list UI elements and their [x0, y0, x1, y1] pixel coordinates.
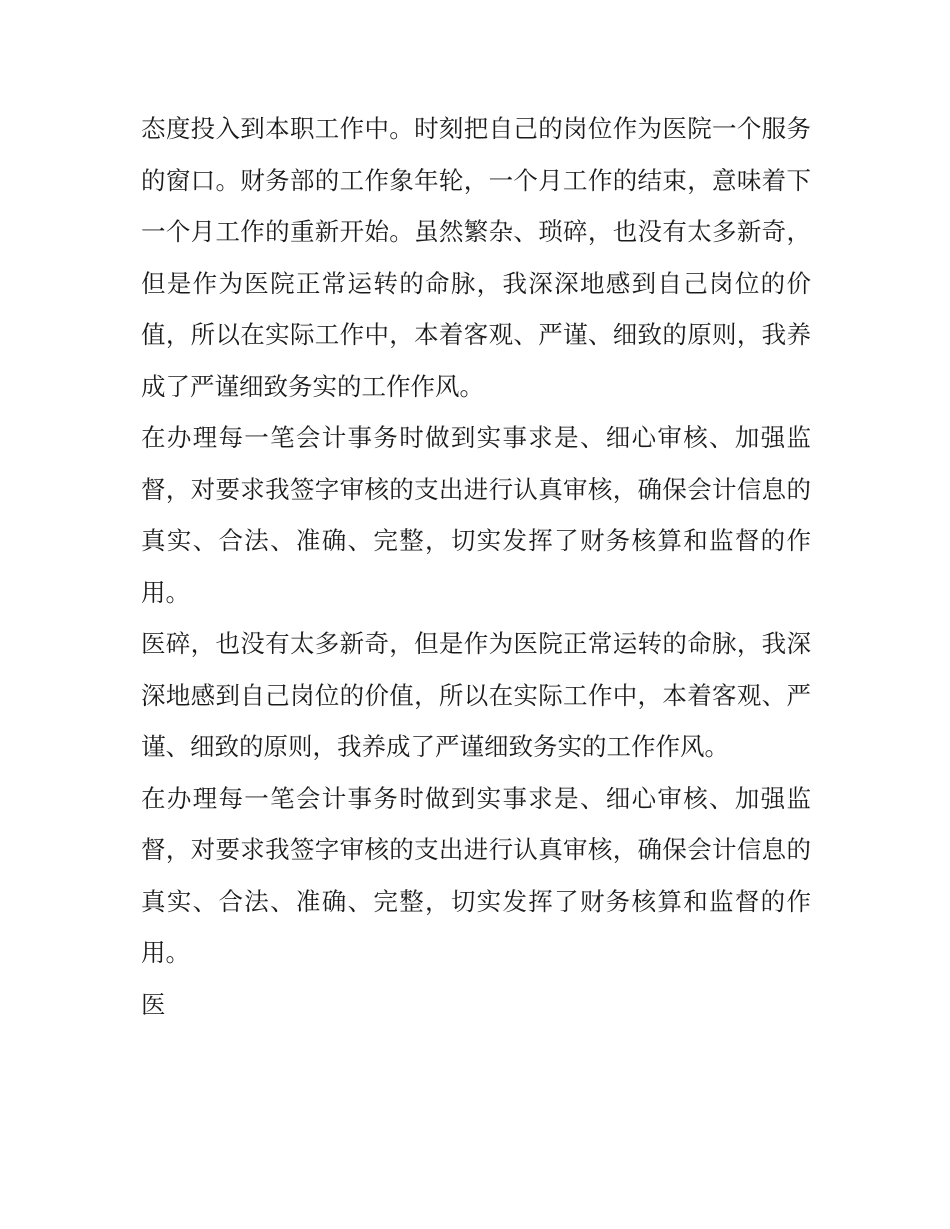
text-line: 督，对要求我签字审核的支出进行认真审核，确保会计信息的 [141, 835, 811, 864]
document-body [141, 103, 811, 1030]
paragraph-2 [141, 412, 811, 618]
paragraph-4 [141, 773, 811, 979]
text-line: 一个月工作的重新开始。虽然繁杂、琐碎，也没有太多新奇， [141, 217, 811, 246]
text-line: 成了严谨细致务实的工作作风。 [141, 371, 484, 401]
paragraph-3 [141, 618, 811, 773]
text-line: 用。 [141, 577, 190, 607]
text-line: 真实、合法、准确、完整，切实发挥了财务核算和监督的作 [141, 886, 811, 916]
text-line: 督，对要求我签字审核的支出进行认真审核，确保会计信息的 [141, 474, 811, 504]
paragraph-5 [141, 979, 811, 1031]
text-line: 但是作为医院正常运转的命脉，我深深地感到自己岗位的价 [141, 268, 811, 298]
text-line: 在办理每一笔会计事务时做到实事求是、细心审核、加强监 [141, 423, 811, 452]
text-line: 值，所以在实际工作中，本着客观、严谨、细致的原则，我养 [141, 320, 811, 349]
text-line: 真实、合法、准确、完整，切实发挥了财务核算和监督的作 [141, 526, 811, 555]
text-line: 医 [141, 989, 166, 1019]
text-line: 态度投入到本职工作中。时刻把自己的岗位作为医院一个服务 [141, 114, 811, 143]
text-line: 的窗口。财务部的工作象年轮，一个月工作的结束，意味着下 [141, 165, 811, 195]
text-line: 深地感到自己岗位的价值，所以在实际工作中，本着客观、严 [141, 680, 811, 710]
text-line: 用。 [141, 938, 190, 967]
paragraph-1 [141, 103, 811, 412]
text-line: 在办理每一笔会计事务时做到实事求是、细心审核、加强监 [141, 783, 811, 813]
text-line: 谨、细致的原则，我养成了严谨细致务实的工作作风。 [141, 732, 729, 761]
text-line: 医碎，也没有太多新奇，但是作为医院正常运转的命脉，我深 [141, 629, 811, 658]
